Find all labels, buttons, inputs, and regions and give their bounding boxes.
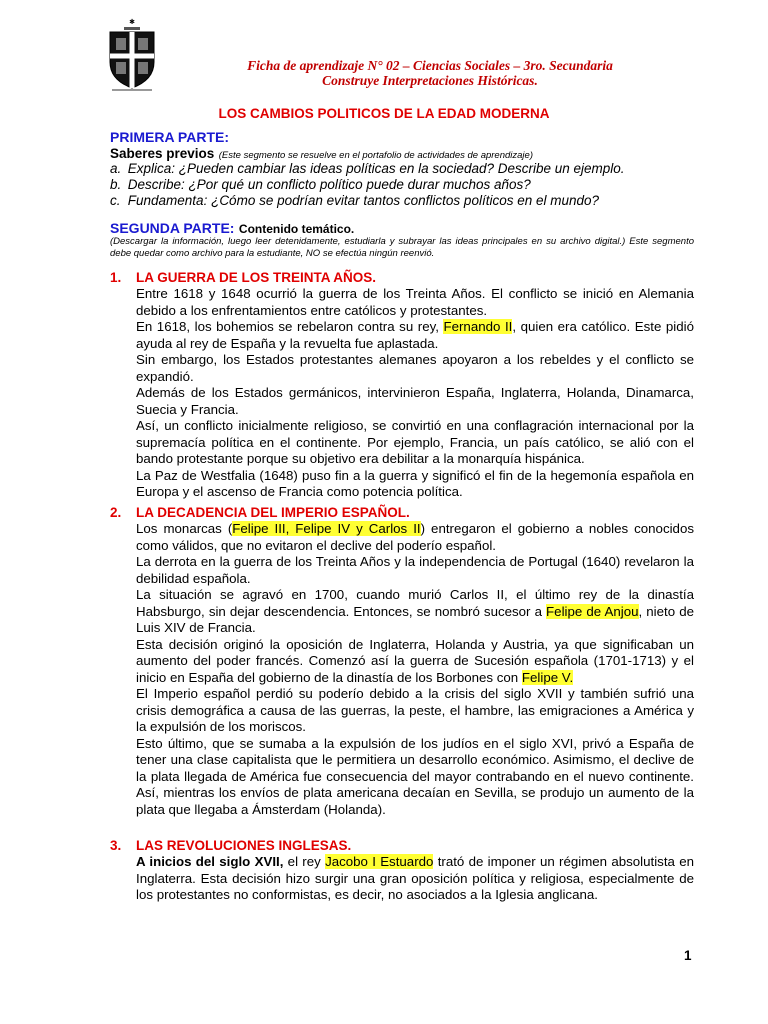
question-item: c. Fundamenta: ¿Cómo se podrían evitar tantos conflictos políticos en el mundo? [110, 193, 600, 208]
section-2-body: Los monarcas (Felipe III, Felipe IV y Carlos II) entregaron el gobierno a nobles conocidos como válidos, que no evitaron el declive del poderío español. La derrota en la guerra de los Treinta Años y la independencia de Portugal (1640) revelaron la debilidad española. La situación se agravó en 1700, cuando murió Carlos II, el último rey de la dinastía Habsburgo, sin dejar descendencia. Entonces, se nombró sucesor a Felipe de Anjou, nieto de Luis XIV de Francia. Esta decisión originó la oposición de Inglaterra, Holanda y Austria, ya que significaban un aumento del poder francés. Comenzó así la guerra de Sucesión española (1701-1713) y el inicio en España del gobierno de la dinastía de los Borbones con Felipe V. El Imperio español perdió su poderío debido a la crisis del siglo XVII y también sufrió una crisis demográfica a causa de las guerras, la peste, el hambre, las emigraciones a América y la expulsión de los moriscos. Esto último, que se sumaba a la expulsión de los judíos en el siglo XVI, privó a España de tener una clase capitalista que le permitiera un desarrollo económico. Asimismo, el declive de la plata llegada de América fue consecuencia del mayor contrabando en el nuevo continente. Así, mientras los envíos de plata americana decaían en Sevilla, se produjo un aumento de la plata que llegaba a Ámsterdam (Holanda). [136, 521, 694, 817]
school-crest-logo [104, 18, 160, 92]
saberes-note: (Este segmento se resuelve en el portafolio de actividades de aprendizaje) [218, 150, 533, 161]
header-line-2: Construye Interpretaciones Históricas. [322, 73, 538, 88]
part2-subtitle: Contenido temático. [238, 222, 355, 236]
question-item: a. Explica: ¿Pueden cambiar las ideas políticas en la sociedad? Describe un ejemplo. [110, 161, 625, 176]
highlight: Jacobo I Estuardo [325, 854, 434, 869]
section-1-heading: 1. LA GUERRA DE LOS TREINTA AÑOS. [110, 270, 377, 285]
saberes-label: Saberes previos [110, 146, 215, 161]
highlight: Felipe de Anjou [546, 603, 639, 619]
section-3-body: A inicios del siglo XVII, el rey Jacobo I Estuardo trató de imponer un régimen absolutista en Inglaterra. Esta decisión hizo surgir una gran oposición política y religiosa, especialmente de los protestantes no conformistas, es decir, no asociados a la Iglesia anglicana. [136, 854, 694, 902]
document-title: LOS CAMBIOS POLITICOS DE LA EDAD MODERNA [218, 106, 550, 121]
highlight: Fernando II [443, 319, 513, 334]
highlight: Felipe III, Felipe IV y Carlos II [232, 521, 421, 536]
part2-heading-line: SEGUNDA PARTE: Contenido temático. [110, 220, 355, 236]
question-list [110, 161, 625, 209]
part2-note: (Descargar la información, luego leer detenidamente, estudiarla y subrayar las ideas principales en su archivo digital.) Este segmento debe quedar como archivo para la estudiante, NO se efectúa ningún reenvió. [110, 236, 694, 259]
section-1-body: Entre 1618 y 1648 ocurrió la guerra de los Treinta Años. El conflicto se inició en Alemania debido a los enfrentamientos entre católicos y protestantes. En 1618, los bohemios se rebelaron contra su rey, Fernando II, quien era católico. Este pidió ayuda al rey de España y la revuelta fue aplastada. Sin embargo, los Estados protestantes alemanes apoyaron a los rebeldes y el conflicto se expandió. Además de los Estados germánicos, intervinieron España, Inglaterra, Holanda, Dinamarca, Suecia y Francia. Así, un conflicto inicialmente religioso, se convirtió en una conflagración internacional por la supremacía política en el continente. Por ejemplo, Francia, un país católico, se alió con el bando protestante porque su objetivo era debilitar a la monarquía hispánica. La Paz de Westfalia (1648) puso fin a la guerra y significó el fin de la hegemonía española en Europa y el ascenso de Francia como potencia política. [136, 286, 694, 499]
part2-heading: SEGUNDA PARTE [110, 220, 230, 236]
section-3-heading: 3. LAS REVOLUCIONES INGLESAS. [110, 838, 352, 853]
highlight: Felipe V. [521, 669, 574, 685]
section-2-heading: 2. LA DECADENCIA DEL IMPERIO ESPAÑOL. [110, 505, 410, 520]
question-item: b. Describe: ¿Por qué un conflicto político puede durar muchos años? [110, 177, 531, 192]
header-line-1: Ficha de aprendizaje N° 02 – Ciencias Sociales – 3ro. Secundaria [247, 58, 613, 73]
svg-text:✱: ✱ [129, 19, 135, 26]
page-number: 1 [684, 948, 692, 963]
part1-heading: PRIMERA PARTE: [110, 129, 229, 145]
worksheet-header [180, 58, 680, 88]
